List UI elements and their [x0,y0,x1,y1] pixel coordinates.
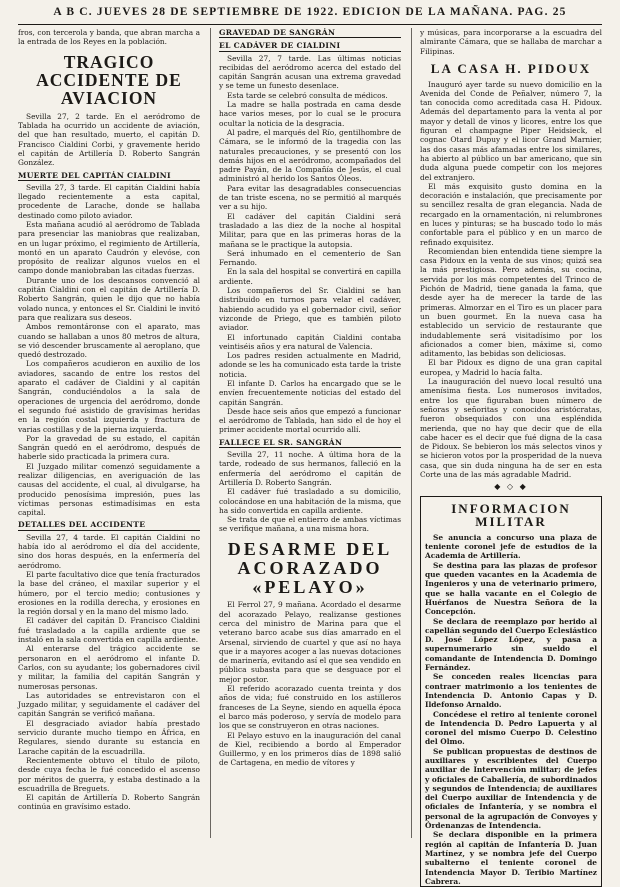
ornament-divider-icon: ◆ ◇ ◆ [494,482,528,492]
paragraph: Se publican propuestas de destinos de auxiliares y escribientes del Cuerpo auxiliar de Intervención militar; de jefes y oficiales de Caballería, de subordinados y segundos de Intendencia; de auxiliares del Cuerpo auxiliar de Intendencia y de oficiales de Infantería, y se nombra el personal de la agrupación de Convoyes y Órdenanzas de Intendencia. [425,746,597,831]
paragraph: En la sala del hospital se convertirá en capilla ardiente. [219,267,401,286]
paragraph: El más exquisito gusto domina en la decoración e instalación, que precisamente por su sencillez resalta de gran elegancia. Nada de recargado en la ornamentación, ni relumbrones en luces y pinturas; se ha buscado todo lo más confortable para el público y en un marco de refinado exquisitez. [420,181,602,247]
subheading: MUERTE DEL CAPITÁN CIALDINI [18,171,200,181]
paragraph: La madre se halla postrada en cama desde hace varios meses, por lo cual se le procura ocultar la noticia de la desgracia. [219,100,401,128]
paragraph: Al padre, el marqués del Río, gentilhombre de Cámara, se le informó de la tragedia con las naturales precauciones, y se presentó con los demás hijos en el aeródromo, acompañados del padre Payán, de la Compañía de Jesús, el cual administró al herido los Santos Óleos. [219,127,401,184]
paragraph: El infortunado capitán Cialdini contaba veintiséis años y era natural de Valencia. [219,332,401,351]
paragraph: Ambos remontáronse con el aparato, mas cuando se hallaban a unos 80 metros de altura, se vió descender bruscamente al aeroplano, que quedó destrozado. [18,322,200,360]
paragraph: Se declara disponible en la primera región al capitán de Infantería D. Juan Martínez, y se nombra jefe del Cuerpo subalterno el teniente coronel de Intendencia Mayor D. Teribio Martínez Cabrera. [425,830,597,886]
paragraph: Se declara de reemplazo por herido al capellán segundo del Cuerpo Eclesiástico D. José López López, y pasa a supernumerario sin sueldo el comandante de Intendencia D. Domingo Fernández. [425,616,597,673]
page-header: A B C. JUEVES 28 DE SEPTIEMBRE DE 1922. EDICION DE LA MAÑANA. PAG. 25 [18,6,602,25]
paragraph: El referido acorazado cuenta treinta y dos años de vida; fué construido en los astilleros franceses de La Seyne, siendo en aquella época el barco más poderoso, y servía de modelo para los que se construyeron en otras naciones. [219,684,401,731]
article-title-pidoux: LA CASA H. PIDOUX [430,60,592,76]
paragraph: Esta tarde se celebró consulta de médicos. [227,90,388,100]
paragraph: El desgraciado aviador había prestado servicio durante mucho tiempo en África, en Regulares, siendo durante su estancia en Larache capitán de la escuadrilla. [18,718,200,756]
paragraph: Se anuncia a concurso una plaza de teniente coronel jefe de estudios de la Academia de Artillería. [425,532,597,561]
paragraph: Sevilla 27, 4 tarde. El capitán Cialdini no había ido al aeródromo el día del accidente, sino dos horas después, en la enfermería del aeródromo. [18,532,200,570]
paragraph: Al enterarse del trágico accidente se personaron en el aeródromo el infante D. Carlos, con su ayudante; los gobernadores civil y militar, la familia del capitán Sangrán y numerosas personas. [18,644,200,691]
paragraph: Recientemente obtuvo el título de piloto, desde cuya fecha le fué concedido el ascenso por méritos de guerra, y estaba destinado a la escuadrilla de Breguets. [18,755,200,793]
paragraph: Los compañeros del Sr. Cialdini se han distribuido en turnos para velar el cadáver, habiendo acudido ya el gobernador civil, señor vizconde de Priego, que es también piloto aviador. [219,286,401,333]
paragraph: El Ferrol 27, 9 mañana. Acordado el desarme del acorazado Pelayo, realizanse gestiones cerca del ministro de Marina para que el veterano barco acabe sus días amarrado en el Arsenal, sirviendo de cuartel y que así no haya que ir a mayores acoger a las nuevas dotaciones de marinería, evitando así el que sea vendido en pública subasta para que se desguace por el mejor postor. [219,600,402,684]
paragraph: Sevilla 27, 7 tarde. Las últimas noticias recibidas del aeródromo acerca del estado del capitán Sangrán acusan una extrema gravedad y se teme un funesto desenlace. [219,53,401,91]
paragraph: Los compañeros acudieron en auxilio de los aviadores, sacando de entre los restos del aparato el cadáver de Cialdini y al capitán Sangrán, conduciéndolos a la sala de operaciones de urgencia del aeródromo, donde el segundo fué asistido de gravísimas heridas en la región costal izquierda y fractura de varias costillas y de la pierna izquierda. [18,359,200,434]
paragraph: Será inhumado en el cementerio de San Fernando. [219,248,401,268]
paragraph: El Juzgado militar comenzó seguidamente a realizar diligencias, en averiguación de las causas del accidente, el cual, al divulgarse, ha producido penosísima impresión, pues las víctimas personas estimadísimas en esta capital. [18,461,200,518]
page-columns [18,28,602,886]
paragraph: Las autoridades se entrevistaron con el Juzgado militar, y seguidamente el cadáver del capitán Sangrán se verificó mañana. [18,690,200,719]
paragraph: Por la gravedad de su estado, el capitán Sangrán quedó en el aeródromo, después de haberle sido practicada la primera cura. [18,433,200,462]
paragraph: Los padres residen actualmente en Madrid, adonde se les ha comunicado esta tarde la triste noticia. [219,351,401,379]
paragraph: fros, con tercerola y banda, que abran marcha a la entrada de los Reyes en la población. [18,28,200,47]
paragraph: Sevilla 27, 11 noche. A última hora de la tarde, rodeado de sus hermanos, falleció en la enfermería del aeródromo el capitán de Artillería D. Roberto Sangrán. [219,450,401,487]
column-2 [210,28,401,838]
paragraph: El cadáver fué trasladado a su domicilio, colocándose en una habitación de la misma, que ha sido convertida en capilla ardiente. [219,487,401,515]
paragraph: El bar Pidoux es digno de una gran capital europea, y Madrid lo hacía falta. [420,358,602,377]
paragraph: El parte facultativo dice que tenía fracturados la base del cráneo, el maxilar superior y el húmero, por el tercio medio; contusiones y erosiones en la rodilla derecha, y erosiones en la región dorsal y en la mano del mismo lado. [18,569,200,617]
paragraph: Se conceden reales licencias para contraer matrimonio a los tenientes de Intendencia D. Antonio Capas y D. Ildefonso Arnaldo. [425,672,597,710]
paragraph: Sevilla 27, 2 tarde. En el aeródromo de Tablada ha ocurrido un accidente de aviación, del que han resultado, muerto, el capitán D. Francisco Cialdini Corbi, y gravemente herido el capitán de Artillería D. Roberto Sangrán González. [18,111,200,168]
paragraph: Esta mañana acudió al aeródromo de Tablada para presenciar las maniobras que realizaban, en un lugar próximo, el regimiento de Artillería, montó en un aparato Caudrón y elevóse, con propósito de realizar algunos vuelos en el campo donde maniobraban las citadas fuerzas. [18,219,200,276]
paragraph: Concédese el retiro al teniente coronel de Intendencia D. Pedro Lapuerta y al coronel del mismo Cuerpo D. Celestino del Olmo. [425,709,597,747]
paragraph: Desde hace seis años que empezó a funcionar el aeródromo de Tablada, han sido el de hoy el primer accidente mortal ocurrido allí. [219,406,401,435]
paragraph: El capitán de Artillería D. Roberto Sangrán continúa en gravísimo estado. [18,793,200,812]
military-info-box [420,496,602,887]
paragraph: Se destina para las plazas de profesor que queden vacantes en la Academia de Ingenieros y una de veterinario primero, que se halla vacante en el Colegio de Huérfanos de Nuestra Señora de la Concepción. [425,560,597,617]
paragraph: Para evitar las desagradables consecuencias de tan triste escena, no se permitió al marqués ver a su hijo. [219,183,401,212]
paragraph: Recomiendan bien entendida tiene siempre la casa Pidoux en la venta de sus vinos; quizá sea la más prestigiosa. Pero además, su cocina, servida por los más competentes del Trinco de Pichón de Madrid, tiene ganada la fama, que desde ayer ha de merecer la tarde de las primeras. Almorzar en el Tiro es un placer para un buen gourmet. En la nueva casa ha establecido un servicio de restaurante que indudablemente será visitadísimo por los aficionados a comer bien, máxime si, como aditamento, las bebidas son deliciosas. [420,246,602,359]
paragraph: y músicas, para incorporarse a la escuadra del almirante Cámara, que se hallaba de marchar a Filipinas. [420,28,602,56]
paragraph: Durante uno de los descansos convenció al capitán Cialdini con el capitán de Artillería D. Roberto Sangrán, quien le dijo que no había volado nunca, y entonces el Sr. Cialdini le invitó para que realizara sus deseos. [18,275,200,322]
article-title-militar: INFORMACION MILITAR [451,500,571,530]
paragraph: La inauguración del nuevo local resultó una amenísima fiesta. Los numerosos invitados, entre los que figuraban buen número de señoras y señoritas y conocidos aristócratas, fueron obsequiados con una espléndida merienda, que no hay que decir que de ella cabe hacer es el decir que fué digna de la casa de Pidoux. Se bebieron los más selectos vinos y se hicieron votos por la prosperidad de la nueva casa, que sin duda ninguna ha de ser en esta Corte una de las más agradable Madrid. [420,377,602,479]
paragraph: Se trata de que el entierro de ambas víctimas se verifique mañana, a una misma hora. [219,515,401,534]
paragraph: El cadáver del capitán D. Francisco Cialdini fué trasladado a la capilla ardiente que se instaló en la sala convertida en capilla ardiente. [18,616,200,645]
column-1 [18,28,200,838]
paragraph: El cadáver del capitán Cialdini será trasladado a las diez de la noche al hospital Militar, para que en las primeras horas de la mañana se le practique la autopsia. [219,211,401,249]
subheading: GRAVEDAD DE SANGRÁN [219,28,401,38]
subheading: DETALLES DEL ACCIDENTE [18,520,200,530]
subheading: FALLECE EL SR. SANGRÁN [219,438,401,448]
paragraph: El Pelayo estuvo en la inauguración del canal de Kiel, recibiendo a bordo al Emperador Guillermo, y en los primeros días de 1898 salió de Cartagena, en medio de vítores y [219,730,401,768]
article-title-accidente: TRAGICO ACCIDENTE DE AVIACION [36,51,182,109]
article-title-desarme: DESARME DEL ACORAZADO «PELAYO» [227,538,393,597]
paragraph: Sevilla 27, 3 tarde. El capitán Cialdini había llegado recientemente a esta capital, procedente de Larache, donde se hallaba destinado como piloto aviador. [18,182,200,220]
paragraph: El infante D. Carlos ha encargado que se le envíen frecuentemente noticias del estado del capitán Sangrán. [219,378,401,407]
column-3 [411,28,602,886]
subheading: EL CADÁVER DE CIALDINI [219,41,401,51]
paragraph: Inauguró ayer tarde su nuevo domicilio en la Avenida del Conde de Peñalver, número 7, la tan conocida como acreditada casa H. Pidoux. Además del departamento para la venta al por mayor y detall de vinos y licores, entre los que figuran el champagne Piper Heidsieck, el cognac Otard Dupuy y el licor Grand Marnier, las dos casas más afamadas entre los similares, ha abierto al público un bar americano, que sin duda alguna puede competir con los mejores del extranjero. [420,79,602,182]
